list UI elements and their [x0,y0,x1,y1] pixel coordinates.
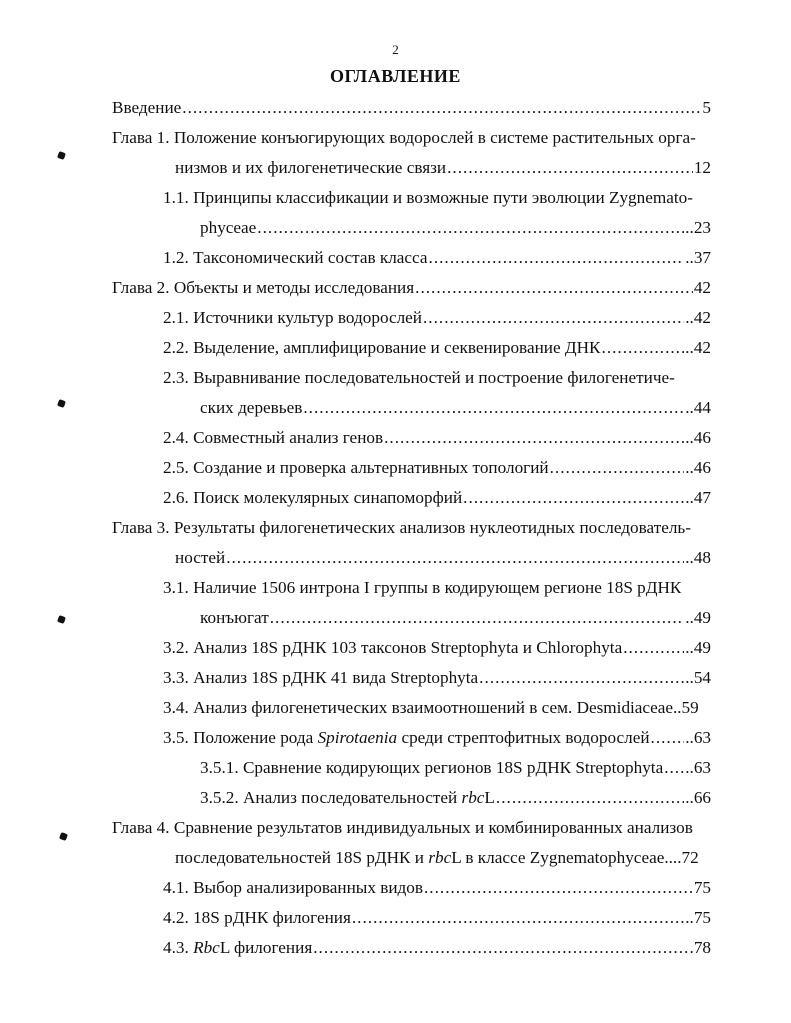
toc-entry-section-3-5-1[interactable]: 3.5.1. Сравнение кодирующих регионов 18S рДНК Streptophyta ..... ..63 [200,756,711,780]
toc-entry-section-2-3-line-1[interactable]: 2.3. Выравнивание последовательностей и построение филогенетиче- [163,368,675,387]
toc-entry-section-3-3[interactable]: 3.3. Анализ 18S рДНК 41 вида Streptophyta ..... ..54 [163,666,711,690]
toc-entry-section-2-1[interactable]: 2.1. Источники культур водорослей ..... ..42 [163,306,711,330]
toc-entry-chapter-4-line-1[interactable]: Глава 4. Сравнение результатов индивидуальных и комбинированных анализов [112,818,693,837]
toc-entry-section-1-1-line-1[interactable]: 1.1. Принципы классификации и возможные пути эволюции Zygnemato- [163,188,693,207]
toc-entry-section-1-1-line-2[interactable]: phyceae ..... ..23 [200,216,711,240]
dot-leader [415,276,693,300]
dot-leader [424,876,693,900]
dot-leader [313,936,688,960]
page-title: ОГЛАВЛЕНИЕ [330,66,461,86]
dot-leader [651,726,685,750]
dot-leader [447,156,693,180]
toc-entry-section-4-1[interactable]: 4.1. Выбор анализированных видов ..... 75 [163,876,711,900]
scan-artifact-mark [57,151,66,160]
toc-entry-section-2-2[interactable]: 2.2. Выделение, амплифицирование и секвенирование ДНК ..... ..42 [163,336,711,360]
toc-entry-section-2-6[interactable]: 2.6. Поиск молекулярных синапоморфий ..... ..47 [163,486,711,510]
toc-entry-section-1-2[interactable]: 1.2. Таксономический состав класса ..... ..37 [163,246,711,270]
dot-leader [182,96,701,120]
dot-leader [384,426,684,450]
dot-leader [602,336,685,360]
scan-artifact-mark [57,399,66,408]
dot-leader [463,486,684,510]
dot-leader [664,756,684,780]
toc-entry-section-2-3-line-2[interactable]: ских деревьев ..... ..44 [200,396,711,420]
dot-leader [423,306,684,330]
toc-entry-introduction[interactable]: Введение ..... 5 [112,96,711,120]
dot-leader [303,396,684,420]
toc-entry-chapter-1-line-1[interactable]: Глава 1. Положение конъюгирующих водорослей в системе растительных орга- [112,128,696,147]
toc-entry-chapter-4-line-2[interactable]: последовательностей 18S рДНК и rbcL в классе Zygnematophyceae....72 [175,848,699,867]
dot-leader [270,606,684,630]
dot-leader [496,786,684,810]
toc-entry-section-3-4[interactable]: 3.4. Анализ филогенетических взаимоотношений в сем. Desmidiaceae..59 [163,698,699,717]
scan-artifact-mark [57,615,66,624]
dot-leader [257,216,684,240]
scan-artifact-mark [59,832,68,841]
toc-entry-section-3-5-2[interactable]: 3.5.2. Анализ последовательностей rbcL ..... ..66 [200,786,711,810]
dot-leader [550,456,685,480]
dot-leader [352,906,684,930]
dot-leader [429,246,685,270]
toc-entry-chapter-1-line-2[interactable]: низмов и их филогенетические связи ..... 12 [175,156,711,180]
toc-entry-chapter-3-line-2[interactable]: ностей ..... ..48 [175,546,711,570]
dot-leader [226,546,684,570]
toc-entry-section-3-1-line-1[interactable]: 3.1. Наличие 1506 интрона I группы в кодирующем регионе 18S рДНК [163,578,682,597]
toc-entry-section-3-1-line-2[interactable]: конъюгат ..... ..49 [200,606,711,630]
toc-entry-section-2-4[interactable]: 2.4. Совместный анализ генов ..... ..46 [163,426,711,450]
toc-entry-section-3-5[interactable]: 3.5. Положение рода Spirotaenia среди стрептофитных водорослей ..... ..63 [163,726,711,750]
toc-entry-chapter-2[interactable]: Глава 2. Объекты и методы исследования ..... 42 [112,276,711,300]
page-number: 2 [392,42,399,57]
toc-entry-section-4-2[interactable]: 4.2. 18S рДНК филогения ..... ..75 [163,906,711,930]
toc-entry-chapter-3-line-1[interactable]: Глава 3. Результаты филогенетических анализов нуклеотидных последователь- [112,518,691,537]
dot-leader [623,636,684,660]
dot-leader [479,666,684,690]
toc-entry-section-4-3[interactable]: 4.3. RbcL филогения ..... .78 [163,936,711,960]
toc-entry-section-3-2[interactable]: 3.2. Анализ 18S рДНК 103 таксонов Streptophyta и Chlorophyta ..... ..49 [163,636,711,660]
toc-entry-section-2-5[interactable]: 2.5. Создание и проверка альтернативных топологий ..... ..46 [163,456,711,480]
